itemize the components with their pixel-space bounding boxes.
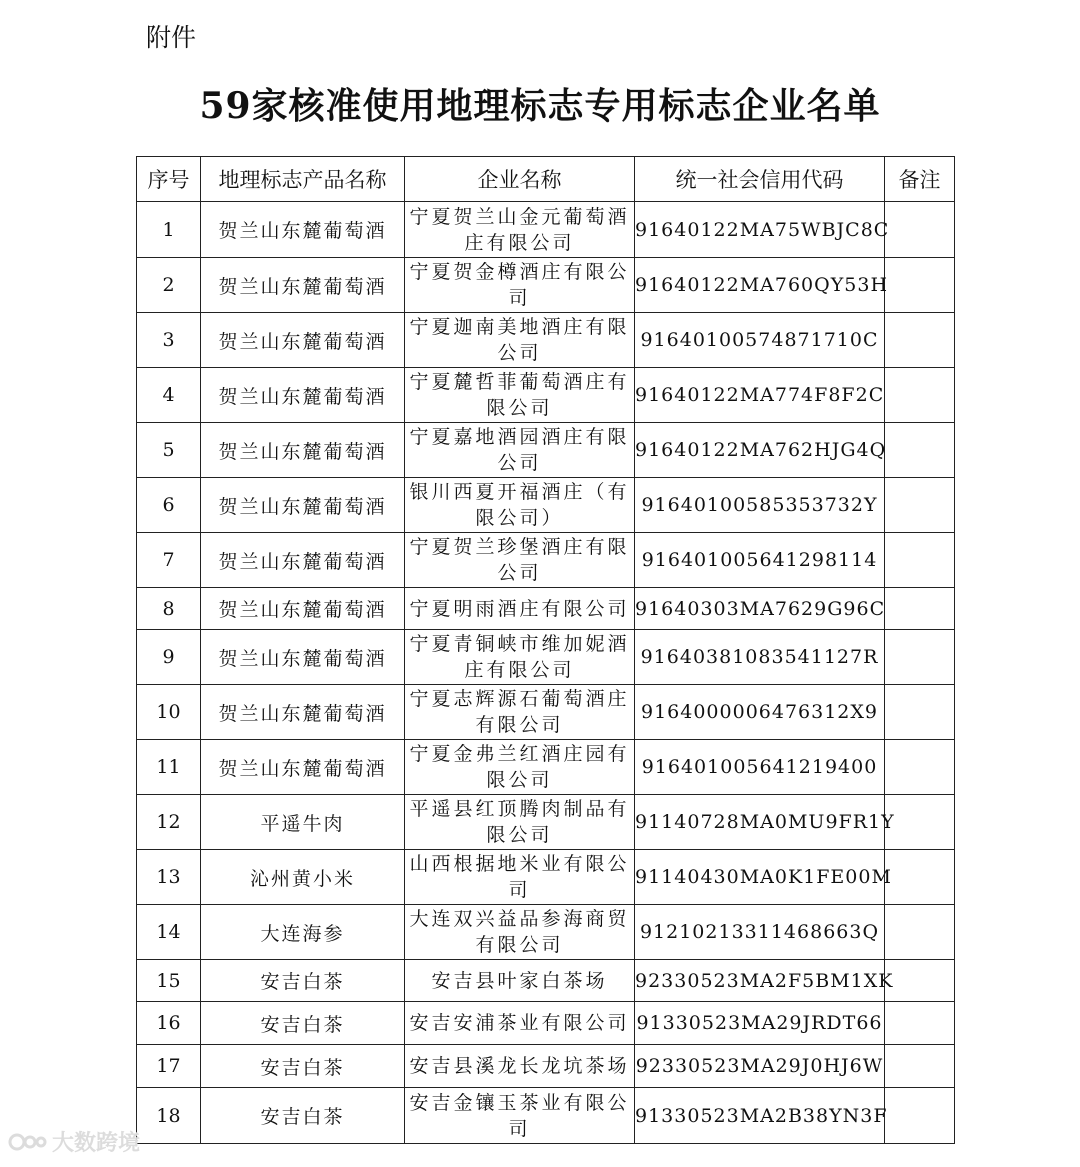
- cell-credit-code: 916401005641219400: [635, 740, 885, 795]
- cell-product-name: 平遥牛肉: [201, 795, 405, 850]
- cell-product-name: 沁州黄小米: [201, 850, 405, 905]
- cell-product-name: 贺兰山东麓葡萄酒: [201, 685, 405, 740]
- table-header-row: [137, 157, 955, 202]
- cell-credit-code: 92330523MA2F5BM1XK: [635, 960, 885, 1002]
- cell-credit-code: 91640381083541127R: [635, 630, 885, 685]
- cell-remarks: [885, 1088, 955, 1144]
- table-row: [137, 1045, 955, 1088]
- cell-remarks: [885, 960, 955, 1002]
- cell-product-name: 贺兰山东麓葡萄酒: [201, 588, 405, 630]
- cell-credit-code: 9164000006476312X9: [635, 685, 885, 740]
- cell-product-name: 贺兰山东麓葡萄酒: [201, 478, 405, 533]
- cell-company-name: 宁夏贺兰珍堡酒庄有限公司: [405, 533, 635, 588]
- cell-company-name: 安吉县叶家白茶场: [405, 960, 635, 1002]
- enterprise-table: [136, 156, 955, 1144]
- table-body: [137, 202, 955, 1144]
- cell-remarks: [885, 258, 955, 313]
- cell-serial-number: 8: [137, 588, 201, 630]
- table-row: [137, 533, 955, 588]
- header-serial-number: 序号: [137, 157, 201, 202]
- cell-serial-number: 7: [137, 533, 201, 588]
- cell-credit-code: 91640100574871710C: [635, 313, 885, 368]
- cell-credit-code: 91140728MA0MU9FR1Y: [635, 795, 885, 850]
- cell-remarks: [885, 850, 955, 905]
- cell-remarks: [885, 478, 955, 533]
- cell-serial-number: 5: [137, 423, 201, 478]
- cell-product-name: 安吉白茶: [201, 960, 405, 1002]
- table-row: [137, 850, 955, 905]
- cell-serial-number: 1: [137, 202, 201, 258]
- cell-company-name: 安吉安浦茶业有限公司: [405, 1002, 635, 1045]
- cell-company-name: 宁夏迦南美地酒庄有限公司: [405, 313, 635, 368]
- cell-serial-number: 18: [137, 1088, 201, 1144]
- document-title: 59家核准使用地理标志专用标志企业名单: [199, 85, 881, 127]
- cell-credit-code: 91640100585353732Y: [635, 478, 885, 533]
- cell-remarks: [885, 1002, 955, 1045]
- cell-remarks: [885, 740, 955, 795]
- cell-credit-code: 91330523MA29JRDT66: [635, 1002, 885, 1045]
- cell-serial-number: 15: [137, 960, 201, 1002]
- cell-product-name: 安吉白茶: [201, 1002, 405, 1045]
- cell-serial-number: 17: [137, 1045, 201, 1088]
- cell-remarks: [885, 313, 955, 368]
- cell-credit-code: 91210213311468663Q: [635, 905, 885, 960]
- cell-product-name: 大连海参: [201, 905, 405, 960]
- watermark: [8, 1126, 140, 1157]
- cell-company-name: 山西根据地米业有限公司: [405, 850, 635, 905]
- cell-serial-number: 12: [137, 795, 201, 850]
- cell-remarks: [885, 1045, 955, 1088]
- cell-serial-number: 2: [137, 258, 201, 313]
- cell-product-name: 贺兰山东麓葡萄酒: [201, 740, 405, 795]
- watermark-logo-icon: [8, 1131, 48, 1153]
- cell-credit-code: 91640122MA75WBJC8C: [635, 202, 885, 258]
- table-row: [137, 1088, 955, 1144]
- cell-product-name: 贺兰山东麓葡萄酒: [201, 313, 405, 368]
- cell-credit-code: 91640122MA762HJG4Q: [635, 423, 885, 478]
- cell-company-name: 宁夏麓哲菲葡萄酒庄有限公司: [405, 368, 635, 423]
- cell-remarks: [885, 533, 955, 588]
- cell-serial-number: 10: [137, 685, 201, 740]
- cell-company-name: 宁夏嘉地酒园酒庄有限公司: [405, 423, 635, 478]
- cell-serial-number: 11: [137, 740, 201, 795]
- cell-company-name: 宁夏贺金樽酒庄有限公司: [405, 258, 635, 313]
- cell-remarks: [885, 202, 955, 258]
- cell-remarks: [885, 630, 955, 685]
- watermark-text: 大数跨境: [52, 1131, 141, 1156]
- table-row: [137, 202, 955, 258]
- cell-serial-number: 13: [137, 850, 201, 905]
- cell-remarks: [885, 588, 955, 630]
- table-row: [137, 630, 955, 685]
- table-row: [137, 1002, 955, 1045]
- table-row: [137, 368, 955, 423]
- table-row: [137, 313, 955, 368]
- cell-serial-number: 14: [137, 905, 201, 960]
- cell-product-name: 贺兰山东麓葡萄酒: [201, 202, 405, 258]
- cell-credit-code: 92330523MA29J0HJ6W: [635, 1045, 885, 1088]
- cell-product-name: 贺兰山东麓葡萄酒: [201, 423, 405, 478]
- table-row: [137, 960, 955, 1002]
- cell-serial-number: 3: [137, 313, 201, 368]
- cell-serial-number: 4: [137, 368, 201, 423]
- table-row: [137, 478, 955, 533]
- cell-company-name: 大连双兴益品参海商贸有限公司: [405, 905, 635, 960]
- cell-company-name: 宁夏金弗兰红酒庄园有限公司: [405, 740, 635, 795]
- cell-company-name: 安吉县溪龙长龙坑茶场: [405, 1045, 635, 1088]
- cell-credit-code: 91640122MA774F8F2C: [635, 368, 885, 423]
- cell-product-name: 贺兰山东麓葡萄酒: [201, 630, 405, 685]
- table-row: [137, 905, 955, 960]
- table-row: [137, 740, 955, 795]
- cell-serial-number: 9: [137, 630, 201, 685]
- cell-credit-code: 916401005641298114: [635, 533, 885, 588]
- cell-company-name: 宁夏贺兰山金元葡萄酒庄有限公司: [405, 202, 635, 258]
- cell-credit-code: 91140430MA0K1FE00M: [635, 850, 885, 905]
- header-remarks: 备注: [885, 157, 955, 202]
- table-row: [137, 685, 955, 740]
- header-credit-code: 统一社会信用代码: [635, 157, 885, 202]
- cell-company-name: 宁夏明雨酒庄有限公司: [405, 588, 635, 630]
- cell-credit-code: 91640303MA7629G96C: [635, 588, 885, 630]
- cell-product-name: 贺兰山东麓葡萄酒: [201, 258, 405, 313]
- cell-remarks: [885, 685, 955, 740]
- cell-company-name: 平遥县红顶腾肉制品有限公司: [405, 795, 635, 850]
- attachment-label: 附件: [146, 23, 197, 52]
- cell-credit-code: 91640122MA760QY53H: [635, 258, 885, 313]
- table-row: [137, 258, 955, 313]
- cell-serial-number: 16: [137, 1002, 201, 1045]
- cell-remarks: [885, 368, 955, 423]
- cell-credit-code: 91330523MA2B38YN3F: [635, 1088, 885, 1144]
- cell-remarks: [885, 795, 955, 850]
- cell-remarks: [885, 423, 955, 478]
- cell-company-name: 安吉金镶玉茶业有限公司: [405, 1088, 635, 1144]
- header-product-name: 地理标志产品名称: [201, 157, 405, 202]
- table-row: [137, 795, 955, 850]
- cell-product-name: 安吉白茶: [201, 1088, 405, 1144]
- cell-serial-number: 6: [137, 478, 201, 533]
- table-row: [137, 588, 955, 630]
- cell-remarks: [885, 905, 955, 960]
- cell-company-name: 宁夏青铜峡市维加妮酒庄有限公司: [405, 630, 635, 685]
- cell-product-name: 安吉白茶: [201, 1045, 405, 1088]
- cell-company-name: 银川西夏开福酒庄（有限公司）: [405, 478, 635, 533]
- cell-company-name: 宁夏志辉源石葡萄酒庄有限公司: [405, 685, 635, 740]
- cell-product-name: 贺兰山东麓葡萄酒: [201, 368, 405, 423]
- cell-product-name: 贺兰山东麓葡萄酒: [201, 533, 405, 588]
- header-company-name: 企业名称: [405, 157, 635, 202]
- table-row: [137, 423, 955, 478]
